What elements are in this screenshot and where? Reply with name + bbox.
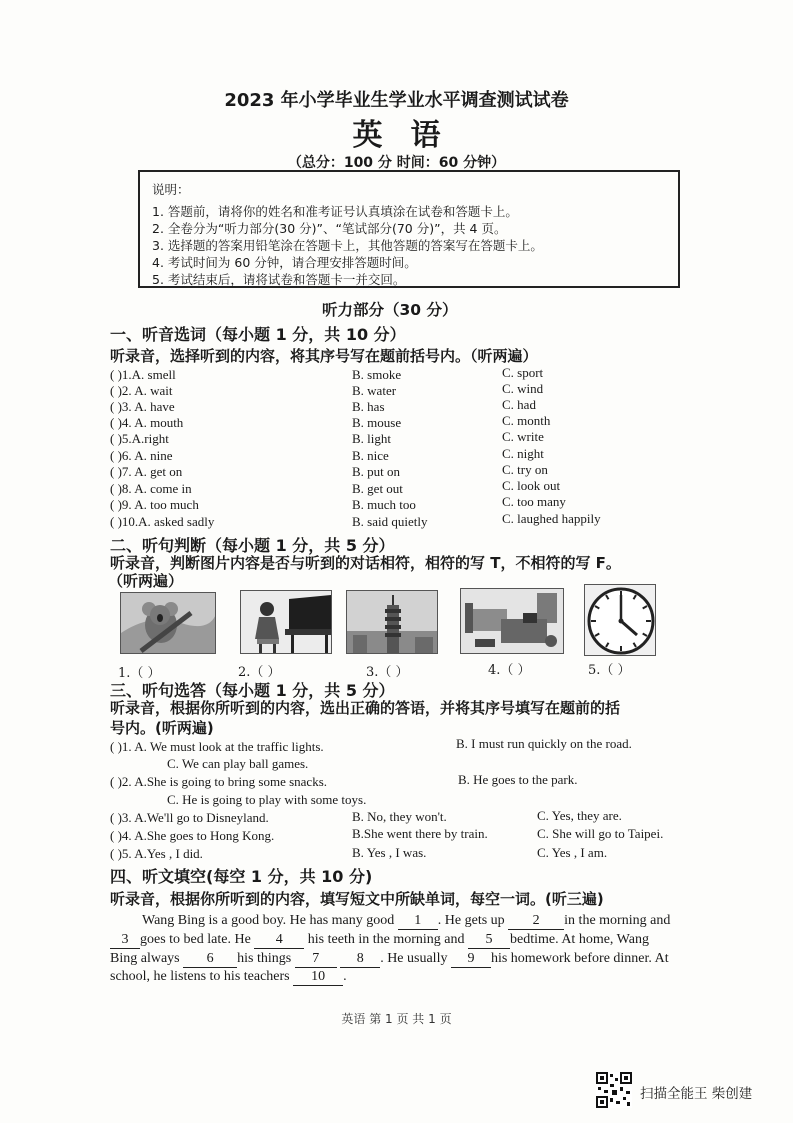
blank-3: 3	[110, 932, 140, 949]
passage-line-3	[110, 951, 669, 968]
question-row: ( )2. A.She is going to bring some snacks.	[110, 774, 328, 789]
passage-text: goes to bed late. He	[140, 932, 251, 947]
blank-5: 5	[468, 932, 510, 949]
question-row: ( )1.A. smell	[110, 367, 176, 382]
question-row: ( )6. A. nine	[110, 448, 173, 463]
passage-text: his teeth in the morning and	[307, 932, 465, 947]
option-b: B. get out	[352, 481, 403, 496]
passage-text: his homework before dinner. At	[490, 951, 669, 966]
option-b: B. said quietly	[352, 514, 428, 529]
listening-part-title: 听力部分（30 分）	[322, 301, 458, 319]
picture-answer-1: 1.（ ）	[118, 666, 161, 681]
option-c: C. sport	[502, 365, 544, 380]
option-b: B. No, they won't.	[352, 809, 447, 824]
passage-text: in the morning and	[564, 913, 671, 928]
qr-code-icon	[596, 1072, 632, 1108]
passage-text: school, he listens to his teachers	[110, 969, 290, 984]
option-c: C. write	[502, 429, 544, 444]
blank-7: 7	[295, 951, 337, 968]
section4-instruction: 听录音，根据你所听到的内容，填写短文中所缺单词，每空一词。(听三遍)	[110, 890, 604, 908]
question-row: ( )4. A. mouth	[110, 415, 184, 430]
option-c: C. He is going to play with some toys.	[167, 792, 367, 807]
piano-picture	[240, 590, 332, 654]
section2-instruction-cont: （听两遍）	[108, 572, 184, 590]
option-b: B.She went there by train.	[352, 826, 488, 841]
option-b: B. He goes to the park.	[458, 772, 578, 787]
option-b: B. smoke	[352, 367, 402, 382]
passage-line-4	[110, 969, 347, 986]
option-b: B. light	[352, 431, 392, 446]
blank-10: 10	[293, 969, 343, 986]
section1-heading: 一、听音选词（每小题 1 分，共 10 分）	[110, 325, 406, 344]
passage-text: Wang Bing is a good boy. He has many good	[142, 913, 395, 928]
clock-picture	[584, 584, 656, 656]
instructions-box	[138, 170, 680, 288]
blank-8: 8	[340, 951, 380, 968]
question-row: ( )5.A.right	[110, 431, 169, 446]
passage-line-1	[142, 913, 670, 930]
blank-1: 1	[398, 913, 438, 930]
blank-6: 6	[183, 951, 237, 968]
section3-instruction-cont: 号内。(听两遍)	[110, 719, 214, 737]
question-row: ( )9. A. too much	[110, 497, 199, 512]
passage-text: . He usually	[380, 951, 448, 966]
instructions-heading: 说明：	[152, 182, 190, 197]
section4-heading: 四、听文填空(每空 1 分，共 10 分)	[110, 867, 373, 886]
picture-answer-2: 2.（ ）	[238, 665, 281, 680]
option-c: C. month	[502, 413, 551, 428]
passage-text: his things	[237, 951, 292, 966]
option-c: C. look out	[502, 478, 561, 493]
option-b: B. water	[352, 383, 397, 398]
question-row: ( )8. A. come in	[110, 481, 192, 496]
subject-title: 英语	[352, 118, 469, 153]
question-row: ( )3. A. have	[110, 399, 175, 414]
instruction-item: 3. 选择题的答案用铅笔涂在答题卡上，其他答题的答案写在答题卡上。	[152, 238, 543, 253]
option-b: B. mouse	[352, 415, 402, 430]
option-c: C. too many	[502, 494, 566, 509]
option-b: B. nice	[352, 448, 389, 463]
option-c: C. had	[502, 397, 536, 412]
option-c: C. Yes, they are.	[537, 808, 622, 823]
option-c: C. night	[502, 446, 544, 461]
page-footer: 英语 第 1 页 共 1 页	[341, 1012, 452, 1026]
instruction-item: 4. 考试时间为 60 分钟，请合理安排答题时间。	[152, 255, 417, 270]
section1-instruction: 听录音，选择听到的内容，将其序号写在题前括号内。（听两遍）	[110, 347, 538, 365]
question-row: ( )10.A. asked sadly	[110, 514, 215, 529]
question-row: ( )7. A. get on	[110, 464, 183, 479]
passage-line-2	[110, 932, 649, 949]
tower-picture	[346, 590, 438, 654]
blank-2: 2	[508, 913, 564, 930]
option-c: C. We can play ball games.	[167, 756, 309, 771]
messy-room-picture	[460, 588, 564, 654]
option-c: C. try on	[502, 462, 548, 477]
scanner-watermark: 扫描全能王 柴创建	[640, 1086, 753, 1102]
score-time-line: （总分：100 分 时间：60 分钟）	[287, 155, 506, 171]
picture-answer-5: 5.（ ）	[588, 663, 631, 678]
question-row: ( )4. A.She goes to Hong Kong.	[110, 828, 275, 843]
blank-4: 4	[254, 932, 304, 949]
question-row: ( )2. A. wait	[110, 383, 173, 398]
instruction-item: 5. 考试结束后，请将试卷和答题卡一并交回。	[152, 272, 406, 287]
option-c: C. laughed happily	[502, 511, 601, 526]
instruction-item: 1. 答题前，请将你的姓名和准考证号认真填涂在试卷和答题卡上。	[152, 204, 518, 219]
option-c: C. She will go to Taipei.	[537, 826, 664, 841]
section2-instruction: 听录音，判断图片内容是否与听到的对话相符，相符的写 T，不相符的写 F。	[110, 554, 621, 572]
section2-heading: 二、听句判断（每小题 1 分，共 5 分）	[110, 536, 395, 555]
passage-text: . He gets up	[437, 913, 505, 928]
option-c: C. wind	[502, 381, 544, 396]
option-b: B. put on	[352, 464, 401, 479]
option-b: B. has	[352, 399, 385, 414]
option-c: C. Yes , I am.	[537, 845, 608, 860]
instruction-item: 2. 全卷分为“听力部分(30 分)”、“笔试部分(70 分)”，共 4 页。	[152, 221, 507, 236]
passage-text: Bing always	[110, 951, 180, 966]
passage-text: bedtime. At home, Wang	[510, 932, 649, 947]
question-row: ( )3. A.We'll go to Disneyland.	[110, 810, 269, 825]
blank-9: 9	[451, 951, 491, 968]
section3-instruction: 听录音，根据你所听到的内容，选出正确的答语，并将其序号填写在题前的括	[110, 699, 621, 717]
option-b: B. Yes , I was.	[352, 845, 427, 860]
option-b: B. I must run quickly on the road.	[456, 736, 632, 751]
koala-picture	[120, 592, 216, 654]
passage-text: .	[343, 969, 347, 984]
exam-title: 2023 年小学毕业生学业水平调查测试试卷	[224, 90, 569, 111]
question-row: ( )5. A.Yes , I did.	[110, 846, 203, 861]
option-b: B. much too	[352, 497, 416, 512]
picture-answer-4: 4.（ ）	[488, 663, 531, 678]
question-row: ( )1. A. We must look at the traffic lights.	[110, 739, 324, 754]
picture-answer-3: 3.（ ）	[366, 665, 409, 680]
section3-heading: 三、听句选答（每小题 1 分，共 5 分）	[110, 681, 395, 700]
